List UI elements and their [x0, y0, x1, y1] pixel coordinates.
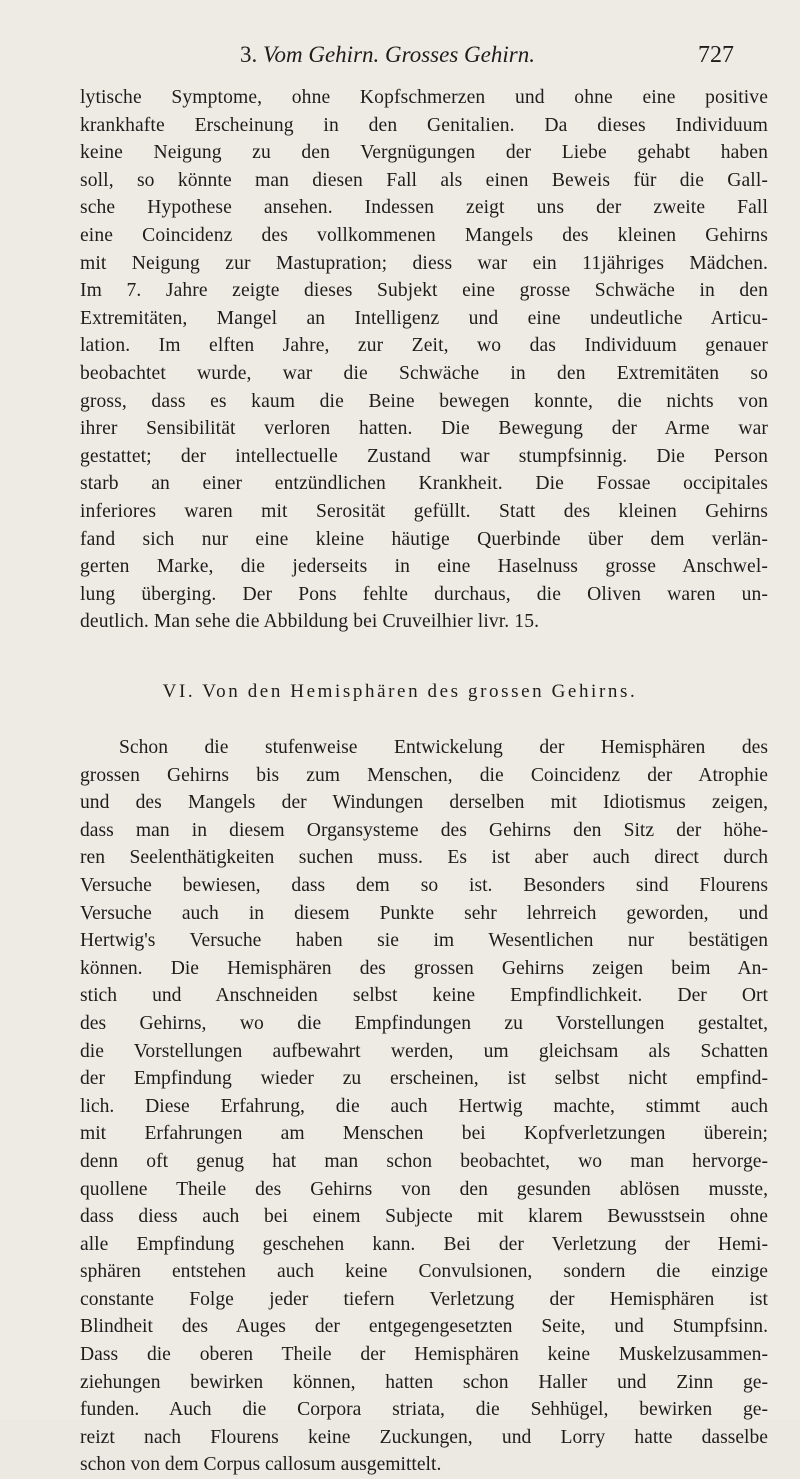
- text-line: sphären entstehen auch keine Convulsionen, sondern die einzige: [80, 1261, 768, 1283]
- text-line: ihrer Sensibilität verloren hatten. Die Bewegung der Arme war: [80, 418, 768, 440]
- text-line: die Vorstellungen aufbewahrt werden, um gleichsam als Schatten: [80, 1040, 768, 1062]
- page-number: 727: [698, 42, 734, 68]
- section-heading: VI. Von den Hemisphären des grossen Gehirns.: [162, 681, 638, 702]
- text-line: inferiores waren mit Serosität gefüllt. Statt des kleinen Gehirns: [80, 500, 768, 522]
- text-line: Versuche auch in diesem Punkte sehr lehrreich geworden, und: [80, 902, 768, 924]
- text-line: lation. Im elften Jahre, zur Zeit, wo das Individuum genauer: [80, 335, 768, 357]
- text-line: gerten Marke, die jederseits in eine Haselnuss grosse Anschwel-: [80, 556, 768, 578]
- text-line: Schon die stufenweise Entwickelung der Hemisphären des: [119, 737, 768, 758]
- text-line: mit Erfahrungen am Menschen bei Kopfverletzungen überein;: [80, 1123, 768, 1145]
- text-line: lich. Diese Erfahrung, die auch Hertwig machte, stimmt auch: [80, 1095, 768, 1117]
- text-line: lung überging. Der Pons fehlte durchaus, die Oliven waren un-: [80, 583, 768, 605]
- paragraph-2: [80, 734, 768, 1479]
- chapter-heading: [240, 42, 535, 68]
- text-line: funden. Auch die Corpora striata, die Sehhügel, bewirken ge-: [80, 1399, 768, 1421]
- text-line: dass man in diesem Organsysteme des Gehirns den Sitz der höhe-: [80, 819, 768, 841]
- text-line: Blindheit des Auges der entgegengesetzten Seite, und Stumpfsinn.: [80, 1316, 768, 1338]
- text-line: Versuche bewiesen, dass dem so ist. Besonders sind Flourens: [80, 874, 768, 896]
- chapter-number: 3.: [240, 42, 258, 67]
- text-line: alle Empfindung geschehen kann. Bei der Verletzung der Hemi-: [80, 1233, 768, 1255]
- chapter-title: Vom Gehirn. Grosses Gehirn.: [263, 42, 535, 67]
- text-line: soll, so könnte man diesen Fall als einen Beweis für die Gall-: [80, 169, 768, 191]
- text-line: und des Mangels der Windungen derselben mit Idiotismus zeigen,: [80, 792, 768, 814]
- text-line: ziehungen bewirken können, hatten schon Haller und Zinn ge-: [80, 1371, 768, 1393]
- text-line: deutlich. Man sehe die Abbildung bei Cruveilhier livr. 15.: [80, 611, 540, 633]
- text-line: stich und Anschneiden selbst keine Empfindlichkeit. Der Ort: [80, 985, 768, 1007]
- text-line: quollene Theile des Gehirns von den gesunden ablösen musste,: [80, 1178, 768, 1200]
- paragraph-1: [80, 84, 768, 636]
- text-line: Hertwig's Versuche haben sie im Wesentlichen nur bestätigen: [80, 930, 768, 952]
- running-header: [0, 42, 800, 78]
- text-line: Dass die oberen Theile der Hemisphären keine Muskelzusammen-: [80, 1344, 768, 1366]
- text-line: Extremitäten, Mangel an Intelligenz und eine undeutliche Articu-: [80, 307, 768, 329]
- text-line: krankhafte Erscheinung in den Genitalien. Da dieses Individuum: [80, 114, 768, 136]
- text-line: dass diess auch bei einem Subjecte mit klarem Bewusstsein ohne: [80, 1206, 768, 1228]
- text-line: starb an einer entzündlichen Krankheit. Die Fossae occipitales: [80, 473, 768, 495]
- text-line: constante Folge jeder tiefern Verletzung der Hemisphären ist: [80, 1288, 768, 1310]
- text-line: fand sich nur eine kleine häutige Querbinde über dem verlän-: [80, 528, 768, 550]
- text-line: sche Hypothese ansehen. Indessen zeigt uns der zweite Fall: [80, 197, 768, 219]
- text-line: reizt nach Flourens keine Zuckungen, und Lorry hatte dasselbe: [80, 1426, 768, 1448]
- text-line: des Gehirns, wo die Empfindungen zu Vorstellungen gestaltet,: [80, 1012, 768, 1034]
- text-line: schon von dem Corpus callosum ausgemittelt.: [80, 1454, 442, 1476]
- text-line: ren Seelenthätigkeiten suchen muss. Es ist aber auch direct durch: [80, 847, 768, 869]
- text-line: mit Neigung zur Mastupration; diess war ein 11jähriges Mädchen.: [80, 252, 768, 274]
- text-line: gross, dass es kaum die Beine bewegen konnte, die nichts von: [80, 390, 768, 412]
- text-line: gestattet; der intellectuelle Zustand war stumpfsinnig. Die Person: [80, 445, 768, 467]
- text-line: grossen Gehirns bis zum Menschen, die Coincidenz der Atrophie: [80, 764, 768, 786]
- text-line: keine Neigung zu den Vergnügungen der Liebe gehabt haben: [80, 142, 768, 164]
- text-line: Im 7. Jahre zeigte dieses Subjekt eine grosse Schwäche in den: [80, 280, 768, 302]
- text-line: eine Coincidenz des vollkommenen Mangels des kleinen Gehirns: [80, 224, 768, 246]
- text-line: denn oft genug hat man schon beobachtet, wo man hervorge-: [80, 1150, 768, 1172]
- text-line: beobachtet wurde, war die Schwäche in den Extremitäten so: [80, 362, 768, 384]
- text-line: der Empfindung wieder zu erscheinen, ist selbst nicht empfind-: [80, 1068, 768, 1090]
- text-line: können. Die Hemisphären des grossen Gehirns zeigen beim An-: [80, 957, 768, 979]
- text-line: lytische Symptome, ohne Kopfschmerzen und ohne eine positive: [80, 87, 768, 108]
